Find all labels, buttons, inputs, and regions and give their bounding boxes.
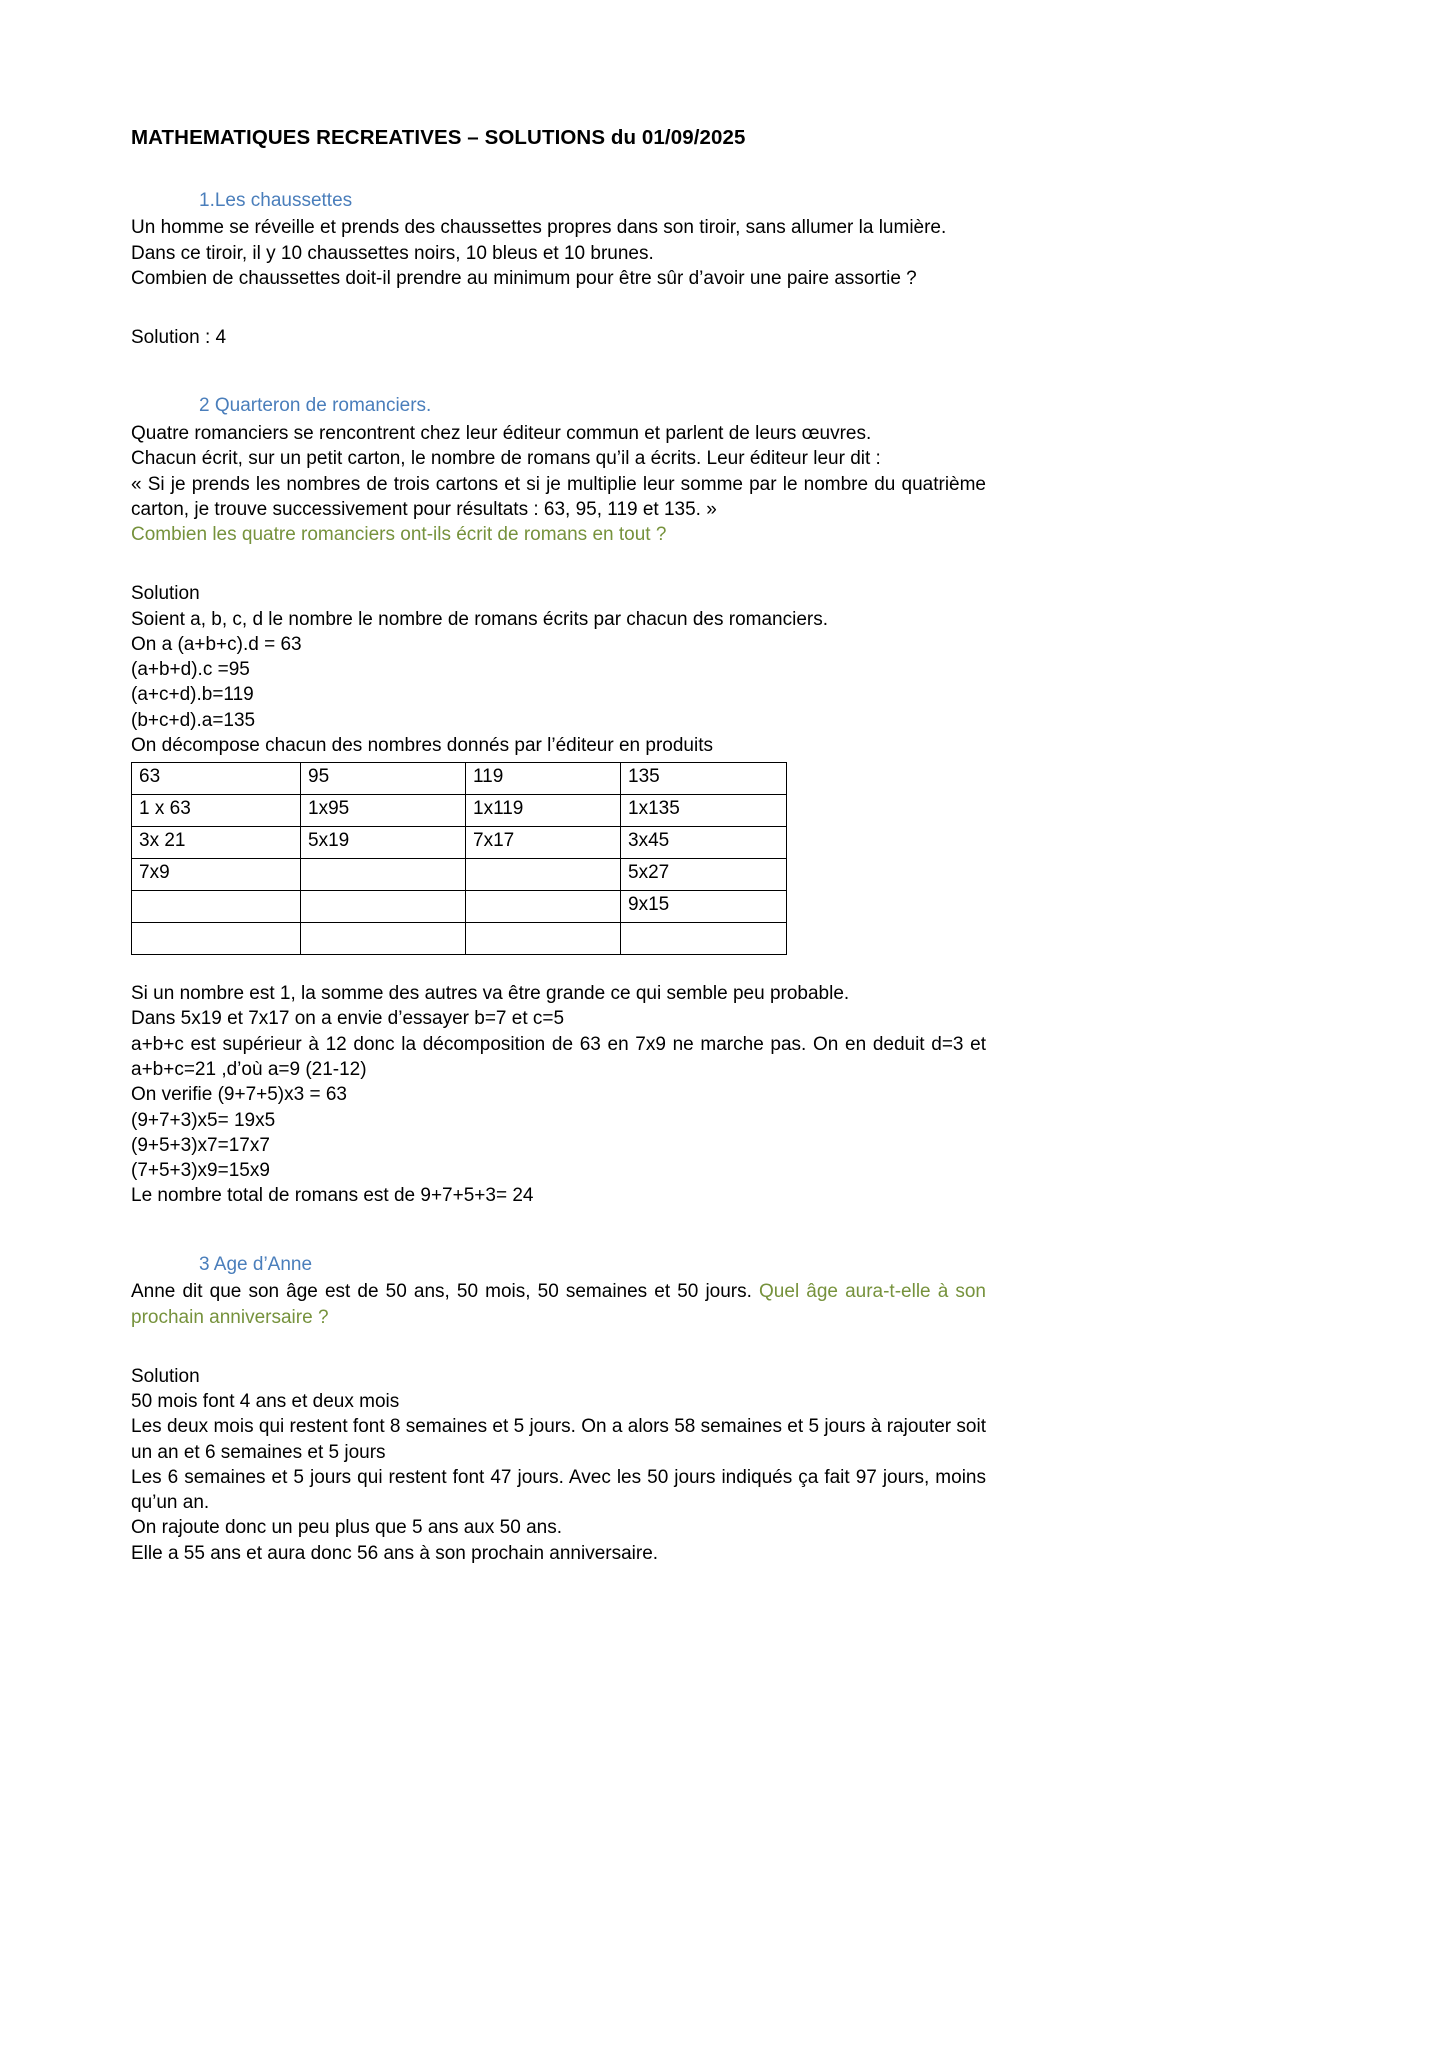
table-row bbox=[132, 827, 787, 859]
table-cell bbox=[466, 923, 621, 955]
table-cell: 7x17 bbox=[466, 827, 621, 859]
table-cell: 119 bbox=[466, 763, 621, 795]
section-2-after-line-4: On verifie (9+7+5)x3 = 63 bbox=[131, 1084, 347, 1106]
section-heading-3: 3 Age d’Anne bbox=[199, 1253, 313, 1275]
section-3-intro bbox=[131, 1279, 986, 1330]
table-cell: 1x95 bbox=[301, 795, 466, 827]
section-2-after-line-3: a+b+c est supérieur à 12 donc la décomposition de 63 en 7x9 ne marche pas. On en deduit d=3 et a+b+c=21 ,d’où a=9 (21-12) bbox=[131, 1033, 986, 1081]
section-2-paragraph-1: Quatre romanciers se rencontrent chez leur éditeur commun et parlent de leurs œuvres. bbox=[131, 423, 872, 445]
section-1-solution: Solution : 4 bbox=[131, 327, 227, 349]
section-2-after-line-7: (7+5+3)x9=15x9 bbox=[131, 1160, 270, 1182]
section-2-after-line-5: (9+7+3)x5= 19x5 bbox=[131, 1109, 276, 1131]
section-2-question: Combien les quatre romanciers ont-ils écrit de romans en tout ? bbox=[131, 524, 667, 546]
table-cell: 95 bbox=[301, 763, 466, 795]
document-content bbox=[131, 126, 986, 1566]
spacer bbox=[131, 1330, 986, 1364]
table-row bbox=[132, 763, 787, 795]
section-3-intro-text: Anne dit que son âge est de 50 ans, 50 mois, 50 semaines et 50 jours. bbox=[131, 1281, 760, 1303]
section-2-solution-line-6: On décompose chacun des nombres donnés par l’éditeur en produits bbox=[131, 734, 713, 756]
table-row bbox=[132, 859, 787, 891]
section-heading-1: 1.Les chaussettes bbox=[199, 189, 353, 211]
section-heading-2: 2 Quarteron de romanciers. bbox=[199, 395, 432, 417]
table-cell bbox=[301, 859, 466, 891]
table-cell: 5x19 bbox=[301, 827, 466, 859]
table-cell bbox=[132, 891, 301, 923]
section-2-after-line-8: Le nombre total de romans est de 9+7+5+3= 24 bbox=[131, 1185, 534, 1207]
table-cell: 1 x 63 bbox=[132, 795, 301, 827]
table-cell: 1x135 bbox=[621, 795, 787, 827]
table-cell: 3x45 bbox=[621, 827, 787, 859]
table-cell bbox=[132, 923, 301, 955]
section-2-solution-line-3: (a+b+d).c =95 bbox=[131, 659, 250, 681]
section-2-solution-line-5: (b+c+d).a=135 bbox=[131, 709, 256, 731]
section-3-solution-line-1: 50 mois font 4 ans et deux mois bbox=[131, 1391, 400, 1413]
section-2-paragraph-2: Chacun écrit, sur un petit carton, le nombre de romans qu’il a écrits. Leur éditeur leur dit : bbox=[131, 448, 881, 470]
table-cell: 1x119 bbox=[466, 795, 621, 827]
table-cell bbox=[301, 891, 466, 923]
table-cell bbox=[621, 923, 787, 955]
table-cell: 7x9 bbox=[132, 859, 301, 891]
table-cell bbox=[466, 859, 621, 891]
section-3-solution-line-4: On rajoute donc un peu plus que 5 ans aux 50 ans. bbox=[131, 1517, 562, 1539]
section-3-solution-line-5: Elle a 55 ans et aura donc 56 ans à son prochain anniversaire. bbox=[131, 1542, 659, 1564]
spacer bbox=[131, 1209, 986, 1253]
table-row bbox=[132, 891, 787, 923]
section-2-solution-label: Solution bbox=[131, 583, 200, 605]
section-2-solution-line-1: Soient a, b, c, d le nombre le nombre de romans écrits par chacun des romanciers. bbox=[131, 608, 829, 630]
table-row bbox=[132, 795, 787, 827]
table-cell: 63 bbox=[132, 763, 301, 795]
section-3-question: Quel âge aura-t-elle à son prochain anniversaire ? bbox=[131, 1281, 987, 1328]
table-cell bbox=[466, 891, 621, 923]
section-2-after-line-1: Si un nombre est 1, la somme des autres va être grande ce qui semble peu probable. bbox=[131, 983, 850, 1005]
section-2-paragraph-3: « Si je prends les nombres de trois cartons et si je multiplie leur somme par le nombre du quatrième carton, je trouve successivement pour résultats : 63, 95, 119 et 135. » bbox=[131, 473, 986, 520]
section-1-paragraph-2: Dans ce tiroir, il y 10 chaussettes noirs, 10 bleus et 10 brunes. bbox=[131, 242, 654, 264]
table-cell bbox=[301, 923, 466, 955]
section-2-solution-line-4: (a+c+d).b=119 bbox=[131, 684, 254, 706]
table-cell: 135 bbox=[621, 763, 787, 795]
spacer bbox=[131, 350, 986, 394]
section-3-solution-label: Solution bbox=[131, 1365, 200, 1387]
section-1-paragraph-1: Un homme se réveille et prends des chaussettes propres dans son tiroir, sans allumer la lumière. bbox=[131, 217, 947, 239]
table-row bbox=[132, 923, 787, 955]
table-cell: 5x27 bbox=[621, 859, 787, 891]
section-2-after-line-2: Dans 5x19 et 7x17 on a envie d’essayer b=7 et c=5 bbox=[131, 1008, 565, 1030]
section-3-solution-line-3: Les 6 semaines et 5 jours qui restent font 47 jours. Avec les 50 jours indiqués ça fait 97 jours, moins qu’un an. bbox=[131, 1466, 986, 1514]
spacer bbox=[131, 291, 986, 325]
decomposition-table bbox=[131, 762, 787, 955]
table-cell: 3x 21 bbox=[132, 827, 301, 859]
page-title: MATHEMATIQUES RECREATIVES – SOLUTIONS du 01/09/2025 bbox=[131, 126, 746, 149]
section-2-solution-line-2: On a (a+b+c).d = 63 bbox=[131, 633, 302, 655]
spacer bbox=[131, 547, 986, 581]
table-cell: 9x15 bbox=[621, 891, 787, 923]
spacer bbox=[131, 955, 986, 981]
section-1-paragraph-3: Combien de chaussettes doit-il prendre au minimum pour être sûr d’avoir une paire assortie ? bbox=[131, 267, 917, 289]
section-2-after-line-6: (9+5+3)x7=17x7 bbox=[131, 1134, 270, 1156]
section-3-solution-line-2: Les deux mois qui restent font 8 semaines et 5 jours. On a alors 58 semaines et 5 jours à rajouter soit un an et 6 semaines et 5 jours bbox=[131, 1416, 986, 1463]
